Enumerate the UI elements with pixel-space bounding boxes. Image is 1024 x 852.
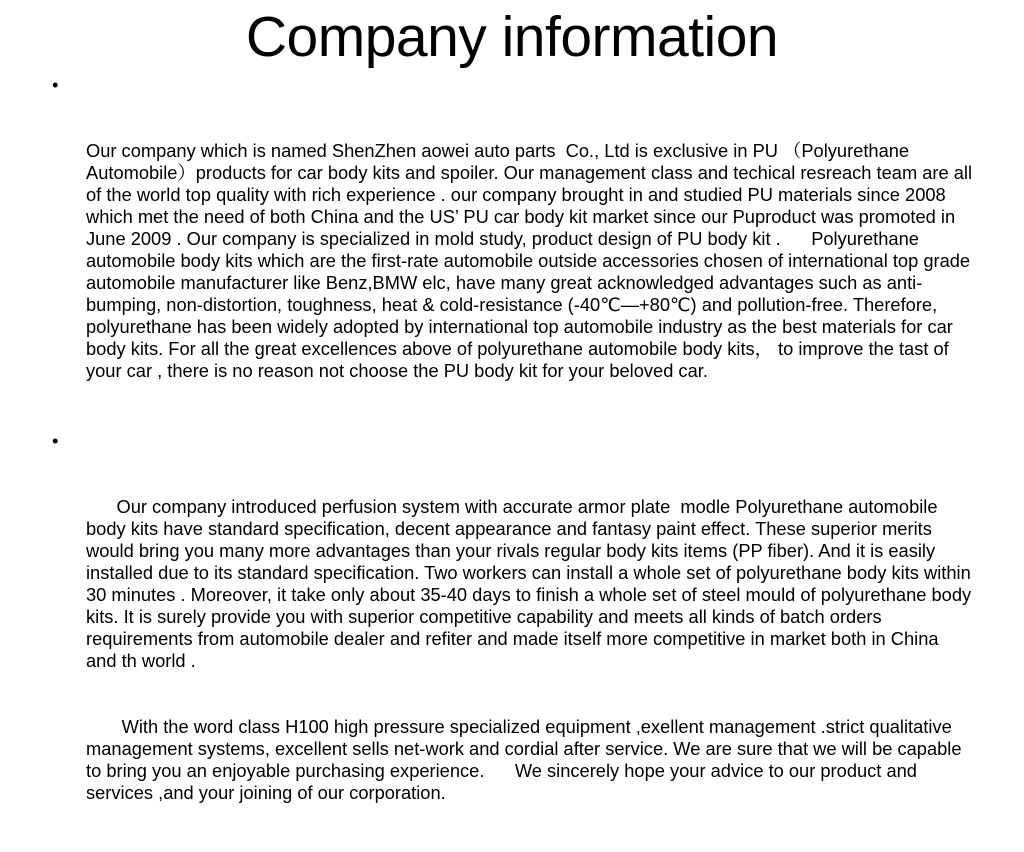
paragraph-company-profile: Our company which is named ShenZhen aowei auto parts Co., Ltd is exclusive in PU （Polyurethane Automobile）products for car body kits and spoiler. Our management class and techical resreach team are all of the world top quality with rich experience . our company brought in and studied PU materials since 2008 which met the need of both China and the US’ PU car body kit market since our Puproduct was promoted in June 2009 . Our company is specialized in mold study, product design of PU body kit . Polyurethane automobile body kits which are the first-rate automobile outside accessories chosen of international top grade automobile manufacturer like Benz,BMW elc, have many great acknowledged advantages such as anti-bumping, non-distortion, toughness, heat & cold-resistance (-40℃—+80℃) and pollution-free. Therefore, polyurethane has been widely adopted by international top automobile industry as the best materials for car body kits. For all the great excellences above of polyurethane automobile body kits， to improve the tast of your car , there is no reason not choose the PU body kit for your beloved car.	[86, 140, 978, 381]
slide-title: Company information	[245, 5, 779, 69]
bullet-list	[44, 74, 978, 852]
bullet-item-company-profile	[44, 74, 978, 426]
bullet-icon: •	[52, 430, 59, 451]
bullet-icon: •	[52, 74, 59, 95]
paragraph-equipment-service: With the word class H100 high pressure specialized equipment ,exellent management .strict qualitative management systems, excellent sells net-work and cordial after service. We are sure that we will be capable to bring you an enjoyable purchasing experience. We sincerely hope your advice to our product and services ,and your joining of our corporation.	[86, 716, 967, 803]
paragraph-perfusion-system: Our company introduced perfusion system with accurate armor plate modle Polyurethane automobile body kits have standard specification, decent appearance and fantasy paint effect. These superior merits would bring you many more advantages than your rivals regular body kits items (PP fiber). And it is easily installed due to its standard specification. Two workers can install a whole set of polyurethane body kits within 30 minutes . Moreover, it take only about 35-40 days to finish a whole set of steel mould of polyurethane body kits. It is surely provide you with superior competitive capability and meets all kinds of batch orders requirements from automobile dealer and refiter and made itself more competitive in market both in China and th world .	[86, 496, 977, 671]
bullet-item-perfusion-system	[44, 430, 977, 848]
